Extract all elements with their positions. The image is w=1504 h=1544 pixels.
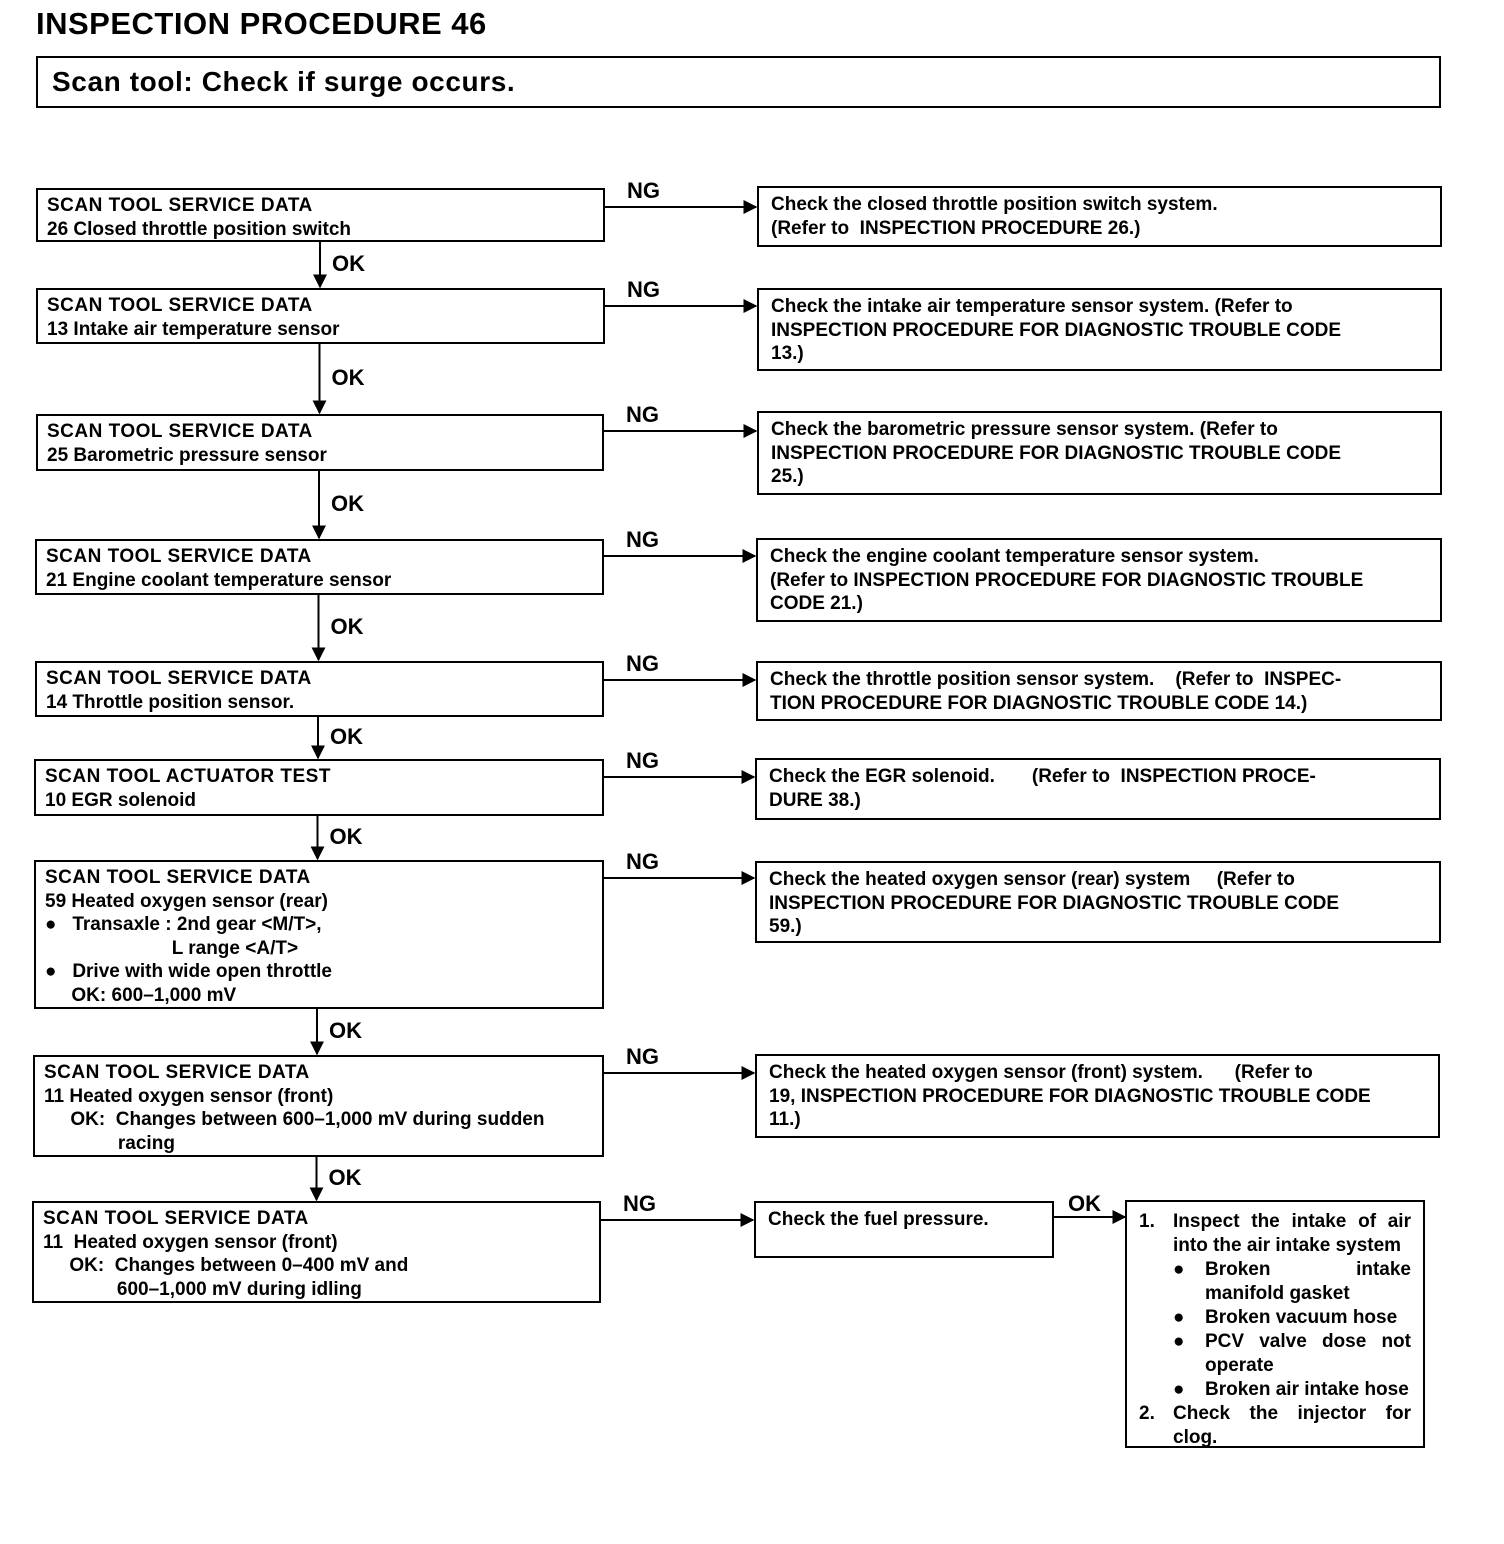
final-bullet-text: Broken air intake hose [1205, 1379, 1409, 1400]
ng-action-box [755, 758, 1441, 820]
check-step-box [34, 860, 604, 1009]
ng-action-text: Check the intake air temperature sensor system. (Refer to [771, 296, 1293, 317]
ng-action-text: DURE 38.) [769, 789, 861, 811]
ng-action-text: 19, INSPECTION PROCEDURE FOR DIAGNOSTIC TROUBLE CODE [769, 1085, 1371, 1107]
ng-action-text: Check the fuel pressure. [768, 1209, 989, 1230]
final-bullet-text: PCV valve dose not operate [1205, 1331, 1411, 1376]
step-detail: 11 Heated oxygen sensor (front) [44, 1085, 334, 1107]
step-detail: OK: 600–1,000 mV [45, 984, 237, 1006]
step-title: SCAN TOOL SERVICE DATA [47, 195, 313, 216]
ok-label: OK [329, 1018, 362, 1043]
ng-action-text: 25.) [771, 466, 804, 487]
bullet-icon: ● [1173, 1259, 1185, 1280]
ok-label: OK [329, 824, 363, 849]
step-detail: 59 Heated oxygen sensor (rear) [45, 890, 329, 912]
ng-action-box [757, 288, 1442, 371]
ng-action-text: Check the throttle position sensor system. (Refer to INSPEC- [770, 669, 1342, 690]
step-detail: 25 Barometric pressure sensor [47, 444, 327, 466]
ng-action-text: 11.) [769, 1109, 801, 1130]
final-bullet-item [1139, 1378, 1411, 1402]
ng-action-text: 59.) [769, 916, 802, 937]
check-step-box [33, 1055, 604, 1157]
ng-action-text: 13.) [771, 343, 804, 364]
step-title: SCAN TOOL SERVICE DATA [46, 546, 312, 567]
ng-action-text: Check the barometric pressure sensor system. (Refer to [771, 419, 1278, 440]
final-bullet-item [1139, 1306, 1411, 1330]
check-step-box [32, 1201, 601, 1303]
ng-action-text: (Refer to INSPECTION PROCEDURE 26.) [771, 217, 1141, 239]
ng-action-box [757, 186, 1442, 247]
step-title: SCAN TOOL SERVICE DATA [47, 295, 313, 316]
step-detail: OK: Changes between 0–400 mV and [43, 1255, 409, 1276]
ng-action-text: INSPECTION PROCEDURE FOR DIAGNOSTIC TROUBLE CODE [771, 319, 1342, 341]
step-detail: L range <A/T> [45, 937, 299, 959]
bullet-icon: ● [1173, 1379, 1185, 1400]
final-bullet-item [1139, 1330, 1411, 1378]
header-text: Scan tool: Check if surge occurs. [52, 66, 516, 97]
ng-action-text: (Refer to INSPECTION PROCEDURE FOR DIAGNOSTIC TROUBLE [770, 569, 1364, 591]
bullet-icon: ● [1173, 1307, 1185, 1328]
step-title: SCAN TOOL SERVICE DATA [45, 867, 311, 888]
step-title: SCAN TOOL SERVICE DATA [43, 1208, 309, 1229]
ng-label: NG [626, 849, 659, 874]
ng-action-text: Check the heated oxygen sensor (rear) system (Refer to [769, 869, 1295, 890]
ng-action-box [755, 861, 1441, 943]
ng-action-box [756, 538, 1442, 622]
ng-action-box [757, 411, 1442, 495]
step-detail: 13 Intake air temperature sensor [47, 318, 340, 340]
ng-label: NG [626, 527, 659, 552]
step-title: SCAN TOOL SERVICE DATA [44, 1062, 310, 1083]
step-detail: 600–1,000 mV during idling [43, 1278, 362, 1300]
step-detail: racing [44, 1132, 175, 1154]
ng-label: NG [626, 1044, 659, 1069]
check-step-box [35, 539, 604, 595]
check-step-box [36, 288, 605, 344]
final-step-item [1139, 1210, 1411, 1258]
ok-label: OK [330, 724, 363, 749]
step-detail: 10 EGR solenoid [45, 789, 196, 811]
ng-action-text: Check the heated oxygen sensor (front) system. (Refer to [769, 1062, 1313, 1083]
ng-action-text: CODE 21.) [770, 593, 863, 614]
final-step-text: Check the injector for clog. [1173, 1403, 1411, 1448]
ok-label: OK [332, 251, 365, 276]
step-detail: 11 Heated oxygen sensor (front) [43, 1231, 338, 1253]
step-detail: 26 Closed throttle position switch [47, 218, 352, 240]
ok-label: OK [328, 1165, 362, 1190]
ng-label: NG [627, 178, 660, 203]
check-step-box [35, 661, 604, 717]
ok-label-final: OK [1068, 1191, 1101, 1216]
step-detail: 14 Throttle position sensor. [46, 691, 295, 713]
ok-label: OK [331, 491, 364, 516]
ng-action-box [754, 1201, 1054, 1258]
ng-label: NG [626, 402, 659, 427]
step-detail: 21 Engine coolant temperature sensor [46, 569, 392, 591]
ng-action-box [755, 1054, 1440, 1138]
ng-action-text: TION PROCEDURE FOR DIAGNOSTIC TROUBLE CODE 14.) [770, 692, 1308, 714]
final-step-number: 2. [1139, 1403, 1155, 1424]
bullet-icon: ● [1173, 1331, 1185, 1352]
final-action-box [1125, 1200, 1425, 1448]
step-title: SCAN TOOL ACTUATOR TEST [45, 766, 331, 787]
page-title: INSPECTION PROCEDURE 46 [36, 6, 487, 41]
final-bullet-text: Broken intake manifold gasket [1205, 1259, 1411, 1304]
ok-label: OK [330, 614, 364, 639]
step-title: SCAN TOOL SERVICE DATA [47, 421, 313, 442]
final-step-item [1139, 1402, 1411, 1450]
final-bullet-item [1139, 1258, 1411, 1306]
ng-action-text: INSPECTION PROCEDURE FOR DIAGNOSTIC TROUBLE CODE [769, 892, 1340, 914]
ok-label: OK [331, 365, 365, 390]
final-step-number: 1. [1139, 1211, 1155, 1232]
ng-action-box [756, 661, 1442, 721]
ng-label: NG [626, 651, 659, 676]
check-step-box [36, 188, 605, 242]
ng-action-text: Check the EGR solenoid. (Refer to INSPECTION PROCE- [769, 766, 1316, 787]
step-detail: ● Drive with wide open throttle [45, 961, 332, 982]
ng-label: NG [626, 748, 659, 773]
step-title: SCAN TOOL SERVICE DATA [46, 668, 312, 689]
final-step-text: Inspect the intake of air into the air intake system [1173, 1211, 1411, 1256]
check-step-box [34, 759, 604, 816]
ng-action-text: Check the closed throttle position switch system. [771, 194, 1218, 215]
step-detail: OK: Changes between 600–1,000 mV during sudden [44, 1109, 545, 1130]
ng-label: NG [623, 1191, 656, 1216]
ng-label: NG [627, 277, 660, 302]
step-detail: ● Transaxle : 2nd gear <M/T>, [45, 914, 322, 935]
ng-action-text: Check the engine coolant temperature sensor system. [770, 546, 1259, 567]
check-step-box [36, 414, 604, 471]
final-bullet-text: Broken vacuum hose [1205, 1307, 1398, 1328]
ng-action-text: INSPECTION PROCEDURE FOR DIAGNOSTIC TROUBLE CODE [771, 442, 1342, 464]
